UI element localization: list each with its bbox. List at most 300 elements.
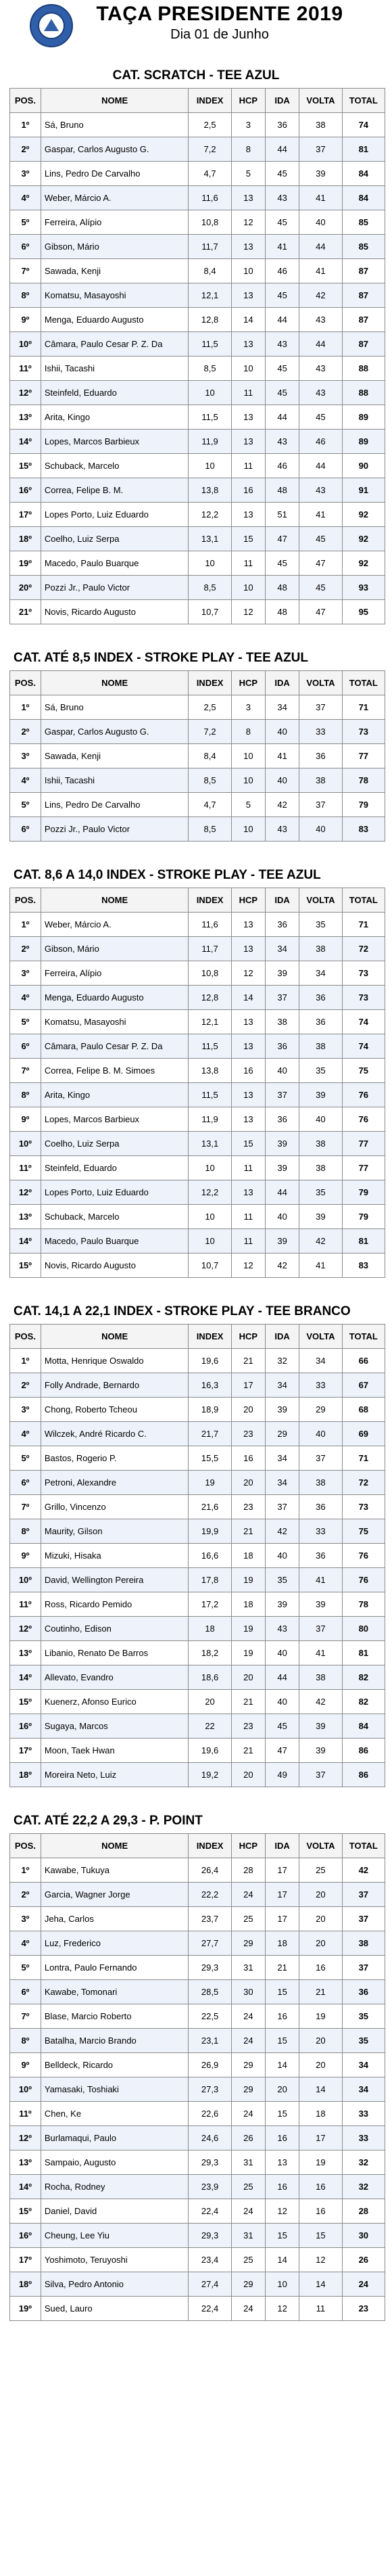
player-name-cell: Libanio, Renato De Barros xyxy=(41,1641,189,1665)
player-name-cell: Komatsu, Masayoshi xyxy=(41,1010,189,1034)
table-header-row xyxy=(10,888,385,913)
page-title: TAÇA PRESIDENTE 2019 xyxy=(96,3,343,25)
hcp-cell: 21 xyxy=(231,1519,265,1544)
index-cell: 22,6 xyxy=(189,2102,231,2126)
ida-cell: 34 xyxy=(265,695,299,720)
total-cell: 72 xyxy=(342,1471,385,1495)
ida-cell: 41 xyxy=(265,744,299,768)
index-cell: 19,9 xyxy=(189,1519,231,1544)
column-header: POS. xyxy=(10,1325,41,1349)
ida-cell: 15 xyxy=(265,1980,299,2004)
volta-cell: 42 xyxy=(299,1690,342,1714)
volta-cell: 39 xyxy=(299,1739,342,1763)
category-title: CAT. ATÉ 22,2 A 29,3 - P. POINT xyxy=(14,1814,203,1828)
column-header: NOME xyxy=(41,1834,189,1858)
index-cell: 22,5 xyxy=(189,2004,231,2029)
index-cell: 22,4 xyxy=(189,2297,231,2321)
table-row xyxy=(10,113,385,137)
volta-cell: 37 xyxy=(299,695,342,720)
total-cell: 75 xyxy=(342,1059,385,1083)
volta-cell: 45 xyxy=(299,576,342,600)
table-row xyxy=(10,695,385,720)
total-cell: 77 xyxy=(342,744,385,768)
index-cell: 10,8 xyxy=(189,961,231,986)
total-cell: 71 xyxy=(342,695,385,720)
table-row xyxy=(10,2077,385,2102)
player-name-cell: Schuback, Marcelo xyxy=(41,1205,189,1229)
column-header: IDA xyxy=(265,1325,299,1349)
hcp-cell: 25 xyxy=(231,1907,265,1931)
total-cell: 34 xyxy=(342,2053,385,2077)
ida-cell: 42 xyxy=(265,1519,299,1544)
player-name-cell: Gibson, Mário xyxy=(41,235,189,259)
position-cell: 7º xyxy=(10,1059,41,1083)
total-cell: 68 xyxy=(342,1398,385,1422)
index-cell: 10 xyxy=(189,454,231,478)
table-row xyxy=(10,1980,385,2004)
volta-cell: 20 xyxy=(299,2053,342,2077)
index-cell: 11,9 xyxy=(189,430,231,454)
player-name-cell: Chen, Ke xyxy=(41,2102,189,2126)
index-cell: 26,4 xyxy=(189,1858,231,1883)
index-cell: 11,5 xyxy=(189,405,231,430)
hcp-cell: 21 xyxy=(231,1739,265,1763)
table-row xyxy=(10,259,385,283)
position-cell: 13º xyxy=(10,1641,41,1665)
ida-cell: 36 xyxy=(265,1107,299,1132)
table-row xyxy=(10,162,385,186)
hcp-cell: 16 xyxy=(231,1446,265,1471)
ida-cell: 45 xyxy=(265,356,299,381)
category-title: CAT. 8,6 A 14,0 INDEX - STROKE PLAY - TEE AZUL xyxy=(14,868,321,882)
table-row xyxy=(10,2199,385,2224)
player-name-cell: Coelho, Luiz Serpa xyxy=(41,527,189,551)
hcp-cell: 12 xyxy=(231,1254,265,1278)
total-cell: 73 xyxy=(342,720,385,744)
player-name-cell: Belldeck, Ricardo xyxy=(41,2053,189,2077)
section-gap xyxy=(0,842,392,862)
total-cell: 26 xyxy=(342,2248,385,2272)
table-row xyxy=(10,551,385,576)
volta-cell: 40 xyxy=(299,210,342,235)
volta-cell: 35 xyxy=(299,1059,342,1083)
player-name-cell: Sued, Lauro xyxy=(41,2297,189,2321)
total-cell: 71 xyxy=(342,1446,385,1471)
volta-cell: 35 xyxy=(299,913,342,937)
total-cell: 77 xyxy=(342,1132,385,1156)
category-section xyxy=(0,1808,392,2321)
hcp-cell: 3 xyxy=(231,695,265,720)
hcp-cell: 12 xyxy=(231,961,265,986)
index-cell: 12,2 xyxy=(189,503,231,527)
index-cell: 29,3 xyxy=(189,1956,231,1980)
position-cell: 15º xyxy=(10,1254,41,1278)
total-cell: 77 xyxy=(342,1156,385,1180)
volta-cell: 39 xyxy=(299,162,342,186)
ida-cell: 12 xyxy=(265,2199,299,2224)
table-row xyxy=(10,2248,385,2272)
player-name-cell: Menga, Eduardo Augusto xyxy=(41,308,189,332)
column-header: POS. xyxy=(10,888,41,913)
index-cell: 7,2 xyxy=(189,720,231,744)
section-gap xyxy=(0,1787,392,1808)
hcp-cell: 11 xyxy=(231,1229,265,1254)
position-cell: 13º xyxy=(10,1205,41,1229)
player-name-cell: Jeha, Carlos xyxy=(41,1907,189,1931)
position-cell: 3º xyxy=(10,961,41,986)
volta-cell: 39 xyxy=(299,1592,342,1617)
player-name-cell: Câmara, Paulo Cesar P. Z. Da xyxy=(41,332,189,356)
ida-cell: 34 xyxy=(265,1373,299,1398)
ida-cell: 32 xyxy=(265,1349,299,1373)
position-cell: 3º xyxy=(10,744,41,768)
index-cell: 10,8 xyxy=(189,210,231,235)
hcp-cell: 29 xyxy=(231,2272,265,2297)
table-row xyxy=(10,1373,385,1398)
player-name-cell: Petroni, Alexandre xyxy=(41,1471,189,1495)
table-row xyxy=(10,986,385,1010)
ida-cell: 42 xyxy=(265,1254,299,1278)
player-name-cell: Coelho, Luiz Serpa xyxy=(41,1132,189,1156)
player-name-cell: Weber, Márcio A. xyxy=(41,913,189,937)
total-cell: 95 xyxy=(342,600,385,624)
volta-cell: 42 xyxy=(299,1229,342,1254)
hcp-cell: 24 xyxy=(231,2102,265,2126)
hcp-cell: 5 xyxy=(231,793,265,817)
hcp-cell: 17 xyxy=(231,1373,265,1398)
player-name-cell: Burlamaqui, Paulo xyxy=(41,2126,189,2150)
volta-cell: 38 xyxy=(299,1034,342,1059)
index-cell: 21,7 xyxy=(189,1422,231,1446)
position-cell: 14º xyxy=(10,430,41,454)
total-cell: 34 xyxy=(342,2077,385,2102)
column-header: TOTAL xyxy=(342,89,385,113)
column-header: NOME xyxy=(41,1325,189,1349)
ida-cell: 39 xyxy=(265,1229,299,1254)
results-table xyxy=(9,1324,385,1787)
hcp-cell: 14 xyxy=(231,986,265,1010)
volta-cell: 45 xyxy=(299,405,342,430)
table-row xyxy=(10,1641,385,1665)
index-cell: 10,7 xyxy=(189,1254,231,1278)
hcp-cell: 24 xyxy=(231,1883,265,1907)
index-cell: 12,8 xyxy=(189,308,231,332)
index-cell: 2,5 xyxy=(189,113,231,137)
total-cell: 92 xyxy=(342,503,385,527)
table-row xyxy=(10,1254,385,1278)
ida-cell: 49 xyxy=(265,1763,299,1787)
hcp-cell: 11 xyxy=(231,551,265,576)
total-cell: 83 xyxy=(342,817,385,842)
player-name-cell: Batalha, Marcio Brando xyxy=(41,2029,189,2053)
column-header: HCP xyxy=(231,1325,265,1349)
position-cell: 12º xyxy=(10,2126,41,2150)
position-cell: 10º xyxy=(10,2077,41,2102)
player-name-cell: Komatsu, Masayoshi xyxy=(41,283,189,308)
position-cell: 4º xyxy=(10,768,41,793)
hcp-cell: 8 xyxy=(231,137,265,162)
table-row xyxy=(10,1544,385,1568)
index-cell: 10 xyxy=(189,1156,231,1180)
total-cell: 30 xyxy=(342,2224,385,2248)
player-name-cell: Pozzi Jr., Paulo Victor xyxy=(41,576,189,600)
total-cell: 93 xyxy=(342,576,385,600)
table-row xyxy=(10,2175,385,2199)
ida-cell: 36 xyxy=(265,113,299,137)
total-cell: 82 xyxy=(342,1690,385,1714)
hcp-cell: 23 xyxy=(231,1422,265,1446)
volta-cell: 20 xyxy=(299,1883,342,1907)
position-cell: 12º xyxy=(10,1617,41,1641)
column-header: INDEX xyxy=(189,671,231,695)
table-row xyxy=(10,2004,385,2029)
player-name-cell: Lopes Porto, Luiz Eduardo xyxy=(41,503,189,527)
position-cell: 9º xyxy=(10,2053,41,2077)
table-row xyxy=(10,817,385,842)
total-cell: 85 xyxy=(342,235,385,259)
column-header: POS. xyxy=(10,1834,41,1858)
player-name-cell: Kawabe, Tukuya xyxy=(41,1858,189,1883)
table-row xyxy=(10,2126,385,2150)
index-cell: 23,7 xyxy=(189,1907,231,1931)
column-header: INDEX xyxy=(189,1834,231,1858)
ida-cell: 16 xyxy=(265,2175,299,2199)
total-cell: 42 xyxy=(342,1858,385,1883)
hcp-cell: 19 xyxy=(231,1617,265,1641)
position-cell: 5º xyxy=(10,1446,41,1471)
volta-cell: 38 xyxy=(299,768,342,793)
player-name-cell: Kawabe, Tomonari xyxy=(41,1980,189,2004)
total-cell: 76 xyxy=(342,1544,385,1568)
hcp-cell: 13 xyxy=(231,405,265,430)
column-header: HCP xyxy=(231,1834,265,1858)
total-cell: 84 xyxy=(342,1714,385,1739)
volta-cell: 37 xyxy=(299,1763,342,1787)
player-name-cell: Cheung, Lee Yiu xyxy=(41,2224,189,2248)
column-header: NOME xyxy=(41,888,189,913)
position-cell: 13º xyxy=(10,2150,41,2175)
position-cell: 15º xyxy=(10,454,41,478)
position-cell: 2º xyxy=(10,1373,41,1398)
index-cell: 2,5 xyxy=(189,695,231,720)
total-cell: 73 xyxy=(342,986,385,1010)
hcp-cell: 10 xyxy=(231,259,265,283)
index-cell: 12,1 xyxy=(189,283,231,308)
player-name-cell: Ferreira, Alípio xyxy=(41,961,189,986)
position-cell: 8º xyxy=(10,283,41,308)
player-name-cell: Sawada, Kenji xyxy=(41,259,189,283)
hcp-cell: 13 xyxy=(231,235,265,259)
ida-cell: 15 xyxy=(265,2102,299,2126)
hcp-cell: 10 xyxy=(231,576,265,600)
table-row xyxy=(10,1398,385,1422)
hcp-cell: 24 xyxy=(231,2297,265,2321)
volta-cell: 43 xyxy=(299,308,342,332)
ida-cell: 42 xyxy=(265,793,299,817)
position-cell: 14º xyxy=(10,1665,41,1690)
index-cell: 19,6 xyxy=(189,1739,231,1763)
ida-cell: 40 xyxy=(265,1059,299,1083)
hcp-cell: 12 xyxy=(231,600,265,624)
position-cell: 1º xyxy=(10,1349,41,1373)
hcp-cell: 11 xyxy=(231,381,265,405)
volta-cell: 40 xyxy=(299,817,342,842)
index-cell: 17,2 xyxy=(189,1592,231,1617)
volta-cell: 36 xyxy=(299,1010,342,1034)
index-cell: 21,6 xyxy=(189,1495,231,1519)
column-header: VOLTA xyxy=(299,1325,342,1349)
hcp-cell: 5 xyxy=(231,162,265,186)
position-cell: 12º xyxy=(10,381,41,405)
position-cell: 11º xyxy=(10,356,41,381)
table-row xyxy=(10,1931,385,1956)
total-cell: 73 xyxy=(342,1495,385,1519)
ida-cell: 13 xyxy=(265,2150,299,2175)
volta-cell: 36 xyxy=(299,1544,342,1568)
position-cell: 7º xyxy=(10,2004,41,2029)
volta-cell: 20 xyxy=(299,1907,342,1931)
table-row xyxy=(10,235,385,259)
volta-cell: 44 xyxy=(299,332,342,356)
category-section xyxy=(0,645,392,842)
hcp-cell: 30 xyxy=(231,1980,265,2004)
volta-cell: 12 xyxy=(299,2248,342,2272)
volta-cell: 41 xyxy=(299,186,342,210)
volta-cell: 21 xyxy=(299,1980,342,2004)
table-header-row xyxy=(10,89,385,113)
ida-cell: 44 xyxy=(265,1665,299,1690)
ida-cell: 43 xyxy=(265,430,299,454)
player-name-cell: Steinfeld, Eduardo xyxy=(41,1156,189,1180)
ida-cell: 48 xyxy=(265,600,299,624)
player-name-cell: Sawada, Kenji xyxy=(41,744,189,768)
index-cell: 8,4 xyxy=(189,744,231,768)
ida-cell: 17 xyxy=(265,1883,299,1907)
volta-cell: 47 xyxy=(299,551,342,576)
position-cell: 1º xyxy=(10,913,41,937)
ida-cell: 16 xyxy=(265,2004,299,2029)
ida-cell: 47 xyxy=(265,1739,299,1763)
hcp-cell: 18 xyxy=(231,1544,265,1568)
table-header-row xyxy=(10,1834,385,1858)
index-cell: 4,7 xyxy=(189,162,231,186)
player-name-cell: Motta, Henrique Oswaldo xyxy=(41,1349,189,1373)
column-header: IDA xyxy=(265,888,299,913)
player-name-cell: Wilczek, André Ricardo C. xyxy=(41,1422,189,1446)
index-cell: 16,6 xyxy=(189,1544,231,1568)
position-cell: 18º xyxy=(10,2272,41,2297)
ida-cell: 47 xyxy=(265,527,299,551)
results-table xyxy=(9,670,385,842)
volta-cell: 41 xyxy=(299,1568,342,1592)
ida-cell: 39 xyxy=(265,1398,299,1422)
position-cell: 5º xyxy=(10,793,41,817)
column-header: POS. xyxy=(10,671,41,695)
player-name-cell: Silva, Pedro Antonio xyxy=(41,2272,189,2297)
volta-cell: 39 xyxy=(299,1714,342,1739)
player-name-cell: Lins, Pedro De Carvalho xyxy=(41,793,189,817)
hcp-cell: 16 xyxy=(231,1059,265,1083)
volta-cell: 38 xyxy=(299,937,342,961)
hcp-cell: 12 xyxy=(231,210,265,235)
hcp-cell: 20 xyxy=(231,1471,265,1495)
player-name-cell: Ferreira, Alípio xyxy=(41,210,189,235)
column-header: TOTAL xyxy=(342,888,385,913)
index-cell: 22,2 xyxy=(189,1883,231,1907)
index-cell: 29,3 xyxy=(189,2224,231,2248)
total-cell: 92 xyxy=(342,527,385,551)
column-header: NOME xyxy=(41,89,189,113)
column-header: VOLTA xyxy=(299,1834,342,1858)
position-cell: 7º xyxy=(10,259,41,283)
ida-cell: 38 xyxy=(265,1010,299,1034)
index-cell: 11,6 xyxy=(189,186,231,210)
table-row xyxy=(10,405,385,430)
position-cell: 17º xyxy=(10,1739,41,1763)
ida-cell: 14 xyxy=(265,2248,299,2272)
player-name-cell: Lins, Pedro De Carvalho xyxy=(41,162,189,186)
hcp-cell: 23 xyxy=(231,1495,265,1519)
position-cell: 15º xyxy=(10,2199,41,2224)
hcp-cell: 13 xyxy=(231,332,265,356)
player-name-cell: Novis, Ricardo Augusto xyxy=(41,1254,189,1278)
player-name-cell: Lontra, Paulo Fernando xyxy=(41,1956,189,1980)
player-name-cell: Correa, Felipe B. M. Simoes xyxy=(41,1059,189,1083)
table-header-row xyxy=(10,1325,385,1349)
volta-cell: 38 xyxy=(299,1132,342,1156)
index-cell: 11,5 xyxy=(189,1034,231,1059)
index-cell: 11,9 xyxy=(189,1107,231,1132)
position-cell: 10º xyxy=(10,1132,41,1156)
player-name-cell: Kuenerz, Afonso Eurico xyxy=(41,1690,189,1714)
player-name-cell: Allevato, Evandro xyxy=(41,1665,189,1690)
column-header: IDA xyxy=(265,89,299,113)
column-header: INDEX xyxy=(189,1325,231,1349)
table-row xyxy=(10,1714,385,1739)
table-row xyxy=(10,430,385,454)
total-cell: 28 xyxy=(342,2199,385,2224)
total-cell: 82 xyxy=(342,1665,385,1690)
player-name-cell: Lopes, Marcos Barbieux xyxy=(41,1107,189,1132)
ida-cell: 14 xyxy=(265,2053,299,2077)
table-row xyxy=(10,454,385,478)
index-cell: 10 xyxy=(189,381,231,405)
ida-cell: 17 xyxy=(265,1907,299,1931)
column-header: NOME xyxy=(41,671,189,695)
hcp-cell: 14 xyxy=(231,308,265,332)
index-cell: 11,6 xyxy=(189,913,231,937)
total-cell: 84 xyxy=(342,162,385,186)
table-row xyxy=(10,744,385,768)
hcp-cell: 3 xyxy=(231,113,265,137)
table-row xyxy=(10,1010,385,1034)
position-cell: 13º xyxy=(10,405,41,430)
volta-cell: 35 xyxy=(299,1180,342,1205)
position-cell: 18º xyxy=(10,527,41,551)
table-row xyxy=(10,2150,385,2175)
ida-cell: 44 xyxy=(265,137,299,162)
results-table xyxy=(9,888,385,1278)
volta-cell: 41 xyxy=(299,503,342,527)
hcp-cell: 11 xyxy=(231,1205,265,1229)
total-cell: 79 xyxy=(342,793,385,817)
position-cell: 12º xyxy=(10,1180,41,1205)
page-subtitle: Dia 01 de Junho xyxy=(170,27,269,42)
position-cell: 3º xyxy=(10,1907,41,1931)
total-cell: 85 xyxy=(342,210,385,235)
table-header-row xyxy=(10,671,385,695)
table-row xyxy=(10,2102,385,2126)
